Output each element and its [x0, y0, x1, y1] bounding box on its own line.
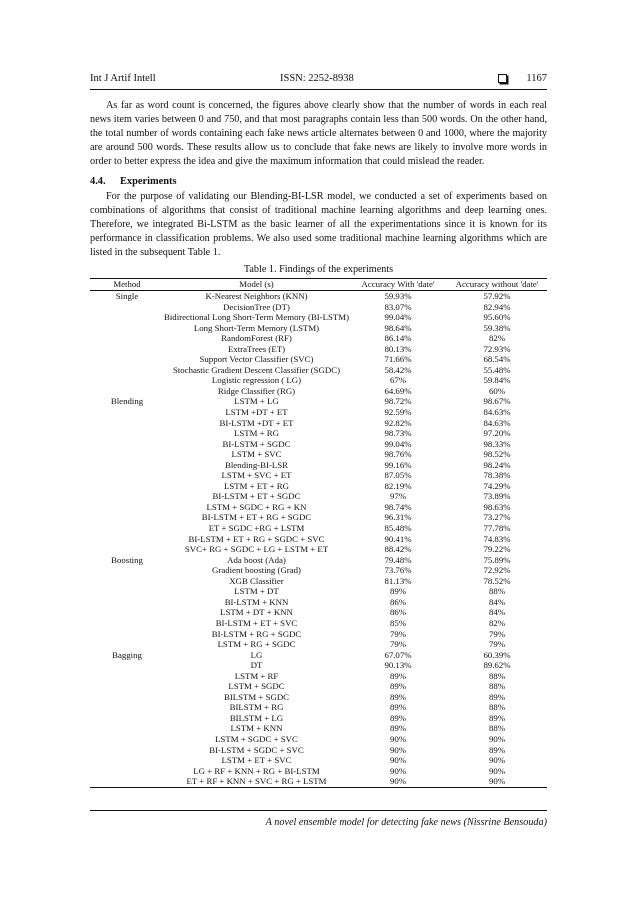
method-cell: [90, 692, 164, 703]
accuracy-with-date-cell: 90%: [389, 733, 407, 744]
method-cell: [90, 407, 164, 418]
accuracy-without-date-cell: 90%: [488, 765, 506, 776]
method-cell: [90, 523, 164, 534]
accuracy-with-date-cell: 98.64%: [384, 322, 412, 333]
table-row: [90, 565, 547, 576]
method-cell: Bagging: [112, 649, 142, 660]
method-cell: [90, 512, 164, 523]
table-row: [90, 692, 547, 703]
model-cell: K-Nearest Neighbors (KNN): [205, 291, 308, 301]
accuracy-without-date-cell: 90%: [488, 733, 506, 744]
accuracy-with-date-cell: 98.73%: [384, 428, 412, 439]
table-row: [90, 534, 547, 545]
model-cell: BILSTM + LG: [229, 712, 284, 723]
method-cell: [90, 660, 164, 671]
method-cell: [90, 312, 164, 323]
accuracy-with-date-cell: 81.13%: [384, 575, 412, 586]
accuracy-with-date-cell: 90%: [389, 755, 407, 766]
table-row: [90, 344, 547, 355]
accuracy-without-date-cell: 75.89%: [483, 554, 511, 565]
accuracy-with-date-cell: 88.42%: [384, 544, 412, 555]
method-cell: [90, 681, 164, 692]
accuracy-with-date-cell: 79.48%: [384, 554, 412, 565]
method-cell: [90, 607, 164, 618]
table-row: [90, 586, 547, 597]
model-cell: LSTM + KNN: [230, 723, 283, 734]
accuracy-without-date-cell: 95.60%: [483, 312, 511, 323]
accuracy-with-date-cell: 79%: [389, 628, 407, 639]
method-cell: [90, 375, 164, 386]
table-row: [90, 439, 547, 450]
issn: ISSN: 2252-8938: [280, 73, 354, 84]
model-cell: XGB Classifier: [229, 575, 284, 586]
model-cell: DecisionTree (DT): [223, 301, 290, 312]
accuracy-with-date-cell: 89%: [389, 712, 407, 723]
method-cell: [90, 586, 164, 597]
accuracy-with-date-cell: 99.16%: [384, 459, 412, 470]
table-row: [90, 671, 547, 682]
accuracy-without-date-cell: 55.48%: [483, 364, 511, 375]
footer-rule: [90, 810, 547, 811]
accuracy-without-date-cell: 60%: [488, 385, 506, 396]
model-cell: LSTM +DT + ET: [225, 407, 288, 418]
accuracy-with-date-cell: 64.69%: [384, 385, 412, 396]
method-cell: [90, 618, 164, 629]
table-row: [90, 407, 547, 418]
table-row: [90, 418, 547, 429]
model-cell: RandomForest (RF): [221, 333, 292, 344]
accuracy-without-date-cell: 79.22%: [483, 544, 511, 555]
method-cell: [90, 755, 164, 766]
method-cell: [90, 534, 164, 545]
table-row: [90, 576, 547, 587]
method-cell: [90, 734, 164, 745]
accuracy-without-date-cell: 98.63%: [483, 501, 511, 512]
table-row: [90, 460, 547, 471]
header-accuracy-without-date: Accuracy without 'date': [447, 279, 547, 291]
model-cell: BI-LSTM + ET + SVC: [215, 617, 298, 628]
method-cell: Blending: [110, 396, 144, 407]
method-cell: [90, 565, 164, 576]
model-cell: LSTM + SGDC: [228, 681, 285, 692]
table-row: [90, 639, 547, 650]
accuracy-with-date-cell: 89%: [389, 586, 407, 597]
accuracy-without-date-cell: 84%: [488, 607, 506, 618]
method-cell: [90, 449, 164, 460]
accuracy-with-date-cell: 85.48%: [384, 523, 412, 534]
table-row: [90, 723, 547, 734]
method-cell: [90, 639, 164, 650]
accuracy-without-date-cell: 89%: [488, 712, 506, 723]
model-cell: LSTM + SGDC + RG + KN: [206, 501, 307, 512]
accuracy-with-date-cell: 96.31%: [384, 512, 412, 523]
header-accuracy-with-date: Accuracy With 'date': [349, 279, 447, 291]
method-cell: [90, 344, 164, 355]
square-box-icon: [498, 74, 507, 83]
accuracy-with-date-cell: 98.74%: [384, 501, 412, 512]
accuracy-without-date-cell: 97.20%: [483, 428, 511, 439]
accuracy-with-date-cell: 99.04%: [384, 312, 412, 323]
table-row: [90, 650, 547, 661]
model-cell: Support Vector Classifier (SVC): [199, 354, 314, 365]
accuracy-without-date-cell: 59.38%: [483, 322, 511, 333]
model-cell: LSTM + DT + KNN: [220, 607, 293, 618]
model-cell: LSTM + ET + SVC: [221, 755, 292, 766]
method-cell: [90, 386, 164, 397]
table-row: [90, 776, 547, 787]
header-method: Method: [90, 279, 164, 291]
table-row: [90, 354, 547, 365]
table-row: [90, 745, 547, 756]
accuracy-with-date-cell: 89%: [389, 691, 407, 702]
accuracy-without-date-cell: 68.54%: [483, 354, 511, 365]
accuracy-without-date-cell: 74.29%: [483, 480, 511, 491]
method-cell: [90, 502, 164, 513]
accuracy-with-date-cell: 98.72%: [384, 396, 412, 407]
method-cell: [90, 365, 164, 376]
table-row: [90, 333, 547, 344]
model-cell: BI-LSTM +DT + ET: [219, 417, 294, 428]
accuracy-without-date-cell: 82%: [488, 617, 506, 628]
accuracy-with-date-cell: 59.93%: [384, 291, 412, 301]
model-cell: Bidirectional Long Short-Term Memory (BI-LSTM): [164, 312, 350, 323]
table-row: [90, 597, 547, 608]
accuracy-with-date-cell: 67%: [389, 375, 407, 386]
model-cell: LSTM + ET + RG: [224, 480, 289, 491]
table-row: [90, 607, 547, 618]
model-cell: DT: [250, 660, 263, 671]
method-cell: [90, 491, 164, 502]
accuracy-with-date-cell: 80.13%: [384, 343, 412, 354]
method-cell: Boosting: [111, 554, 143, 565]
method-cell: [90, 428, 164, 439]
method-cell: [90, 323, 164, 334]
table-caption: Table 1. Findings of the experiments: [243, 264, 394, 275]
accuracy-without-date-cell: 89%: [488, 691, 506, 702]
model-cell: Long Short-Term Memory (LSTM): [193, 322, 320, 333]
section-title: Experiments: [120, 176, 177, 187]
accuracy-without-date-cell: 90%: [447, 776, 547, 787]
model-cell: LG: [250, 649, 263, 660]
model-cell: Ada boost (Ada): [227, 554, 286, 565]
table-row: [90, 681, 547, 692]
accuracy-without-date-cell: 88%: [488, 702, 506, 713]
method-cell: [90, 629, 164, 640]
method-cell: [90, 702, 164, 713]
model-cell: SVC+ RG + SGDC + LG + LSTM + ET: [184, 544, 329, 555]
model-cell: BI-LSTM + RG + SGDC: [211, 628, 302, 639]
accuracy-without-date-cell: 57.92%: [483, 291, 511, 301]
accuracy-without-date-cell: 73.89%: [483, 491, 511, 502]
accuracy-with-date-cell: 97%: [389, 491, 407, 502]
table-row: [90, 323, 547, 334]
accuracy-with-date-cell: 99.04%: [384, 438, 412, 449]
model-cell: Logistic regression ( LG): [211, 375, 302, 386]
method-cell: [90, 481, 164, 492]
accuracy-without-date-cell: 89.62%: [483, 660, 511, 671]
table-body: [90, 291, 547, 788]
model-cell: BI-LSTM + KNN: [224, 596, 289, 607]
table-row: [90, 618, 547, 629]
accuracy-with-date-cell: 82.19%: [384, 480, 412, 491]
accuracy-with-date-cell: 89%: [389, 681, 407, 692]
accuracy-without-date-cell: 88%: [488, 670, 506, 681]
accuracy-without-date-cell: 89%: [488, 744, 506, 755]
model-cell: LSTM + LG: [234, 396, 279, 407]
results-table: [90, 278, 547, 788]
model-cell: BI-LSTM + SGDC: [222, 438, 291, 449]
method-cell: [90, 354, 164, 365]
accuracy-without-date-cell: 98.52%: [483, 449, 511, 460]
accuracy-with-date-cell: 79%: [389, 639, 407, 650]
model-cell: LSTM + RG: [233, 428, 280, 439]
model-cell: BILSTM + SGDC: [223, 691, 290, 702]
model-cell: LSTM + SVC + ET: [221, 470, 292, 481]
accuracy-with-date-cell: 90%: [389, 765, 407, 776]
method-cell: [90, 713, 164, 724]
model-cell: Blending-BI-LSR: [224, 459, 289, 470]
model-cell: LSTM + DT: [234, 586, 279, 597]
model-cell: LSTM + RG + SGDC: [217, 639, 296, 650]
section-number: 4.4.: [90, 176, 106, 187]
accuracy-with-date-cell: 58.42%: [384, 364, 412, 375]
accuracy-without-date-cell: 98.24%: [483, 459, 511, 470]
journal-name: Int J Artif Intell: [90, 73, 156, 84]
accuracy-without-date-cell: 84.63%: [483, 407, 511, 418]
method-cell: [90, 544, 164, 555]
results-table-container: [90, 278, 547, 788]
table-row: [90, 449, 547, 460]
accuracy-with-date-cell: 89%: [389, 723, 407, 734]
model-cell: BI-LSTM + ET + RG + SGDC + SVC: [188, 533, 325, 544]
method-cell: [90, 671, 164, 682]
accuracy-with-date-cell: 86%: [389, 607, 407, 618]
accuracy-with-date-cell: 92.82%: [384, 417, 412, 428]
page-number: 1167: [526, 73, 547, 84]
accuracy-without-date-cell: 98.67%: [483, 396, 511, 407]
accuracy-without-date-cell: 78.52%: [483, 575, 511, 586]
table-row: [90, 428, 547, 439]
accuracy-without-date-cell: 79%: [488, 628, 506, 639]
method-cell: [90, 576, 164, 587]
section-heading: [90, 176, 177, 187]
model-cell: ET + SGDC +RG + LSTM: [208, 523, 305, 534]
page-header: [90, 73, 547, 87]
table-row: [90, 396, 547, 407]
table-row: [90, 291, 547, 302]
accuracy-without-date-cell: 98.33%: [483, 438, 511, 449]
table-header-row: [90, 279, 547, 291]
accuracy-without-date-cell: 84.63%: [483, 417, 511, 428]
model-cell: LSTM + SVC: [231, 449, 282, 460]
accuracy-with-date-cell: 89%: [389, 670, 407, 681]
accuracy-without-date-cell: 90%: [488, 755, 506, 766]
accuracy-without-date-cell: 72.93%: [483, 343, 511, 354]
model-cell: Stochastic Gradient Descent Classifier (SGDC): [172, 364, 341, 375]
accuracy-without-date-cell: 82%: [488, 333, 506, 344]
accuracy-with-date-cell: 90.13%: [384, 660, 412, 671]
table-row: [90, 766, 547, 777]
model-cell: ET + RF + KNN + SVC + RG + LSTM: [164, 776, 349, 787]
accuracy-without-date-cell: 74.83%: [483, 533, 511, 544]
method-cell: [90, 302, 164, 313]
table-row: [90, 660, 547, 671]
accuracy-without-date-cell: 84%: [488, 596, 506, 607]
table-row: [90, 375, 547, 386]
paragraph-experiments: For the purpose of validating our Blending-BI-LSR model, we conducted a set of experiments based on combinations of algorithms that consist of traditional machine learning algorithms and deep learning ones. Therefore, we integrated Bi-LSTM as the basic learner of all the experimentations since it is known for its performance in classification problems. We also used some traditional machine learning algorithms which are listed in the subsequent Table 1.: [90, 191, 547, 258]
accuracy-with-date-cell: 85%: [389, 617, 407, 628]
model-cell: BILSTM + RG: [229, 702, 284, 713]
table-row: [90, 702, 547, 713]
accuracy-with-date-cell: 90%: [389, 744, 407, 755]
method-cell: [90, 766, 164, 777]
table-row: [90, 386, 547, 397]
method-cell: [90, 333, 164, 344]
accuracy-without-date-cell: 60.39%: [483, 649, 511, 660]
accuracy-with-date-cell: 92.59%: [384, 407, 412, 418]
model-cell: BI-LSTM + SGDC + SVC: [209, 744, 304, 755]
accuracy-with-date-cell: 86%: [389, 596, 407, 607]
table-row: [90, 502, 547, 513]
table-row: [90, 523, 547, 534]
table-row: [90, 555, 547, 566]
method-cell: [90, 776, 164, 787]
table-row: [90, 629, 547, 640]
table-row: [90, 734, 547, 745]
table-row: [90, 755, 547, 766]
method-cell: [90, 597, 164, 608]
method-cell: [90, 439, 164, 450]
method-cell: [90, 723, 164, 734]
accuracy-without-date-cell: 78.38%: [483, 470, 511, 481]
paragraph-word-count: As far as word count is concerned, the figures above clearly show that the number of words in each real news item varies between 0 and 750, and that most paragraphs contain less than 500 words. On the other hand, the total number of words containing each fake news article alternates between 0 and 1000, where the majority are around 500 words. These results allow us to conclude that fake news are likely to involve more words in order to better express the idea and give the maximum information that could mislead the reader.: [90, 100, 547, 167]
model-cell: Ridge Classifier (RG): [217, 385, 296, 396]
method-cell: Single: [115, 291, 139, 301]
table-row: [90, 481, 547, 492]
model-cell: LG + RF + KNN + RG + BI-LSTM: [193, 765, 320, 776]
accuracy-without-date-cell: 88%: [488, 723, 506, 734]
accuracy-without-date-cell: 88%: [488, 586, 506, 597]
accuracy-without-date-cell: 77.78%: [483, 523, 511, 534]
table-row: [90, 470, 547, 481]
table-row: [90, 544, 547, 555]
header-models: Model (s): [164, 279, 349, 291]
model-cell: ExtraTrees (ET): [227, 343, 286, 354]
accuracy-with-date-cell: 90.41%: [384, 533, 412, 544]
accuracy-without-date-cell: 79%: [488, 639, 506, 650]
table-row: [90, 713, 547, 724]
header-rule: [90, 89, 547, 90]
accuracy-with-date-cell: 71.66%: [384, 354, 412, 365]
table-row: [90, 512, 547, 523]
table-row: [90, 491, 547, 502]
accuracy-with-date-cell: 67.07%: [384, 649, 412, 660]
model-cell: LSTM + RF: [234, 670, 279, 681]
accuracy-with-date-cell: 83.07%: [384, 301, 412, 312]
page-footer: A novel ensemble model for detecting fake news (Nissrine Bensouda): [265, 817, 547, 828]
method-cell: [90, 745, 164, 756]
accuracy-with-date-cell: 90%: [349, 776, 447, 787]
model-cell: Gradient boosting (Grad): [212, 565, 301, 576]
accuracy-without-date-cell: 72.92%: [483, 565, 511, 576]
method-cell: [90, 470, 164, 481]
accuracy-with-date-cell: 73.76%: [384, 565, 412, 576]
accuracy-with-date-cell: 89%: [389, 702, 407, 713]
accuracy-with-date-cell: 98.76%: [384, 449, 412, 460]
accuracy-without-date-cell: 73.27%: [483, 512, 511, 523]
accuracy-with-date-cell: 87.05%: [384, 470, 412, 481]
accuracy-without-date-cell: 59.84%: [483, 375, 511, 386]
model-cell: BI-LSTM + ET + SGDC: [212, 491, 301, 502]
accuracy-without-date-cell: 82.94%: [483, 301, 511, 312]
table-row: [90, 365, 547, 376]
accuracy-with-date-cell: 86.14%: [384, 333, 412, 344]
model-cell: LSTM + SGDC + SVC: [215, 733, 298, 744]
model-cell: BI-LSTM + ET + RG + SGDC: [201, 512, 312, 523]
table-row: [90, 312, 547, 323]
method-cell: [90, 418, 164, 429]
table-row: [90, 302, 547, 313]
method-cell: [90, 460, 164, 471]
accuracy-without-date-cell: 88%: [488, 681, 506, 692]
